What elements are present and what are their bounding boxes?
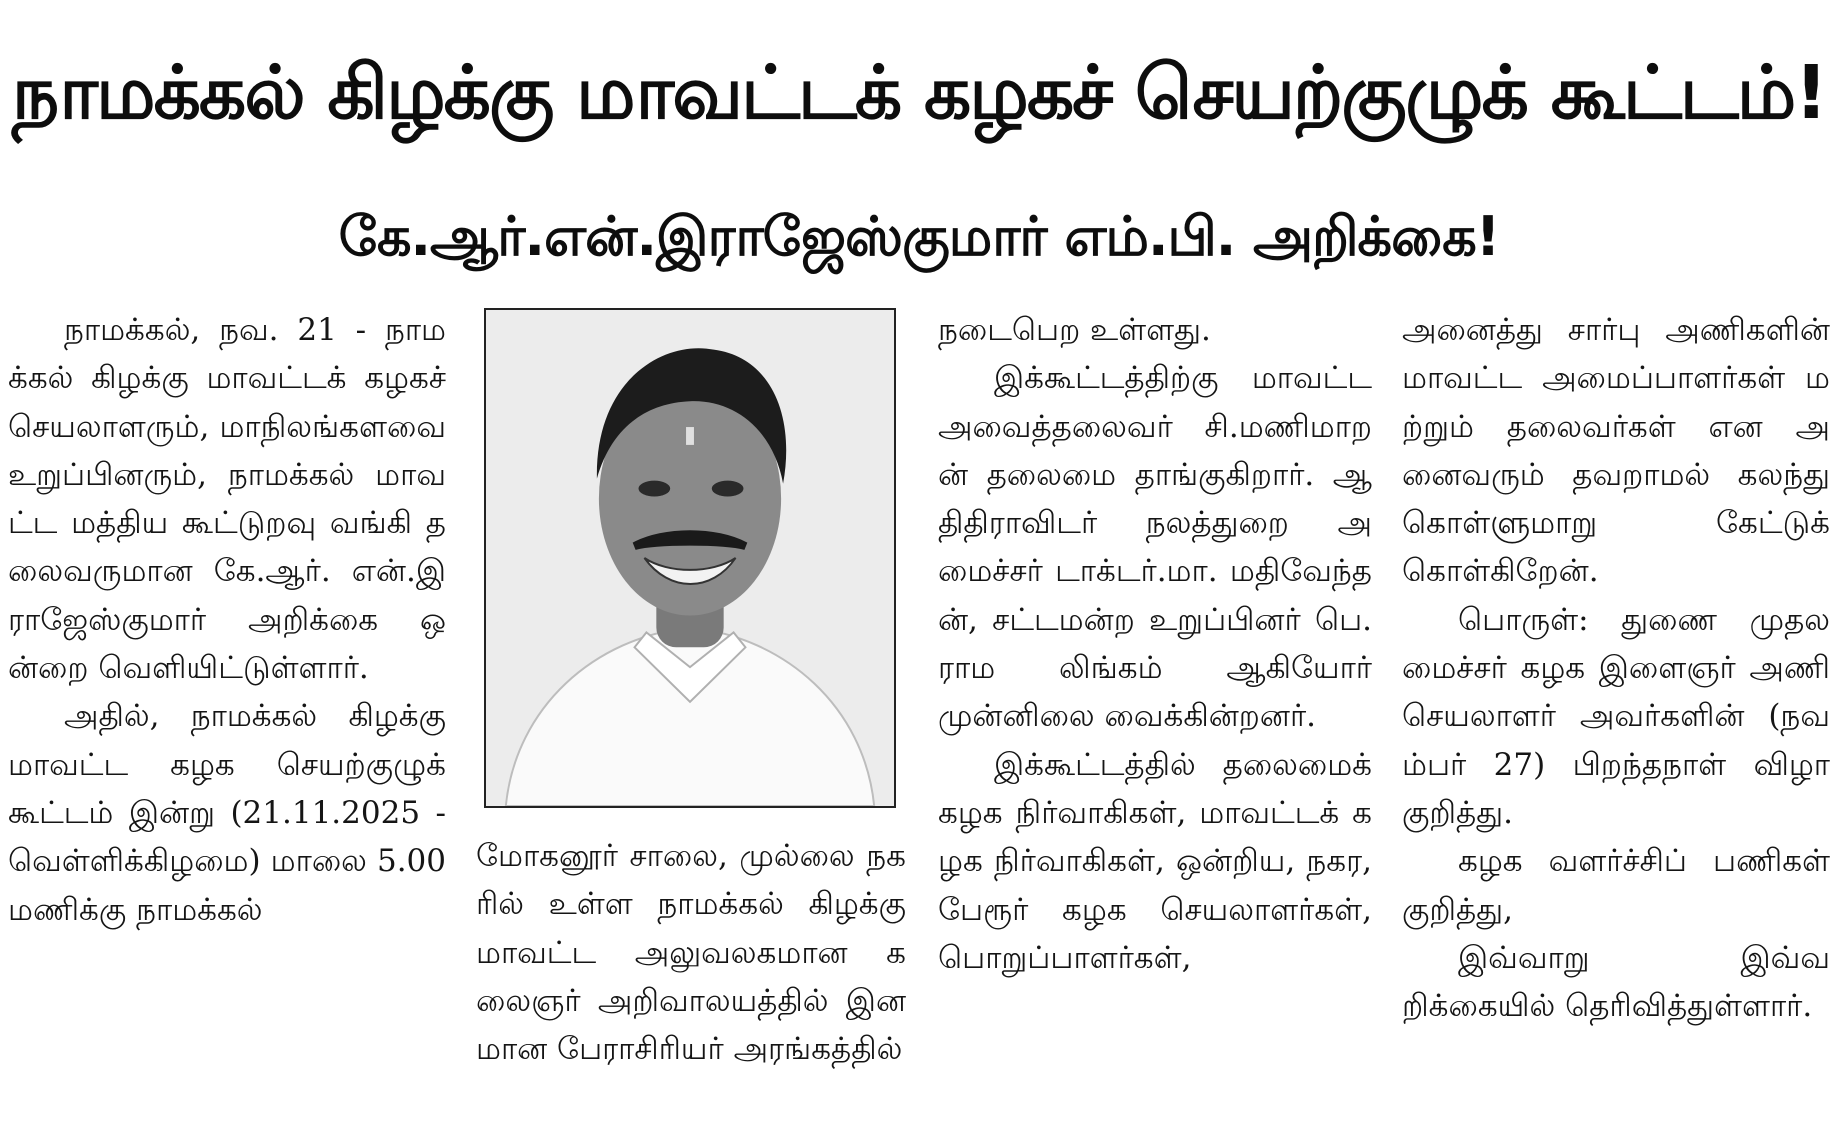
subheadline: கே.ஆர்.என்.இராஜேஸ்குமார் எம்.பி. அறிக்கை!: [338, 205, 1500, 268]
paragraph: பொருள்: துணை முதலமைச்சர் கழக இளைஞர் அணி செயலாளர் அவர்களின் (நவம்பர் 27) பிறந்தநாள் விழா குறித்து.: [1402, 601, 1830, 831]
portrait-icon: [486, 310, 894, 806]
column-2: [476, 832, 906, 1126]
paragraph: அனைத்து சார்பு அணிகளின் மாவட்ட அமைப்பாளர்கள் மற்றும் தலைவர்கள் என அனைவரும் தவறாமல் கலந்து கொள்ளுமாறு கேட்டுக் கொள்கிறேன்.: [1402, 312, 1830, 590]
portrait-photo: [484, 308, 896, 808]
paragraph: நடைபெற உள்ளது.: [938, 312, 1211, 348]
headline: நாமக்கல் கிழக்கு மாவட்டக் கழகச் செயற்குழுக் கூட்டம்!: [11, 50, 1827, 136]
column-1: [8, 306, 446, 1126]
paragraph: நாமக்கல், நவ. 21 - நாமக்கல் கிழக்கு மாவட்டக் கழகச் செயலாளரும், மாநிலங்களவை உறுப்பினரும், நாமக்கல் மாவட்ட மத்திய கூட்டுறவு வங்கி தலைவருமான கே.ஆர். என்.இராஜேஸ்குமார் அறிக்கை ஒன்றை வெளியிட்டுள்ளார்.: [8, 312, 446, 687]
paragraph: அதில், நாமக்கல் கிழக்கு மாவட்ட கழக செயற்குழுக் கூட்டம் இன்று (21.11.2025 - வெள்ளிக்கிழமை) மாலை 5.00 மணிக்கு நாமக்கல்: [8, 698, 446, 928]
paragraph: இக்கூட்டத்திற்கு மாவட்ட அவைத்தலைவர் சி.மணிமாறன் தலைமை தாங்குகிறார். ஆதிதிராவிடர் நலத்துறை அமைச்சர் டாக்டர்.மா. மதிவேந்தன், சட்டமன்ற உறுப்பினர் பெ.ராம லிங்கம் ஆகியோர் முன்னிலை வைக்கின்றனர்.: [938, 360, 1372, 735]
paragraph: கழக வளர்ச்சிப் பணிகள் குறித்து,: [1402, 843, 1830, 928]
paragraph: மோகனூர் சாலை, முல்லை நகரில் உள்ள நாமக்கல் கிழக்கு மாவட்ட அலுவலகமான கலைஞர் அறிவாலயத்தில் இனமான பேராசிரியர் அரங்கத்தில்: [476, 838, 906, 1068]
column-4: [1402, 306, 1830, 1126]
paragraph: இவ்வாறு இவ்வறிக்கையில் தெரிவித்துள்ளார்.: [1402, 939, 1830, 1025]
column-3: [938, 306, 1372, 1126]
paragraph: இக்கூட்டத்தில் தலைமைக் கழக நிர்வாகிகள், மாவட்டக் கழக நிர்வாகிகள், ஒன்றிய, நகர, பேரூர் கழக செயலாளர்கள், பொறுப்பாளர்கள்,: [938, 746, 1372, 976]
